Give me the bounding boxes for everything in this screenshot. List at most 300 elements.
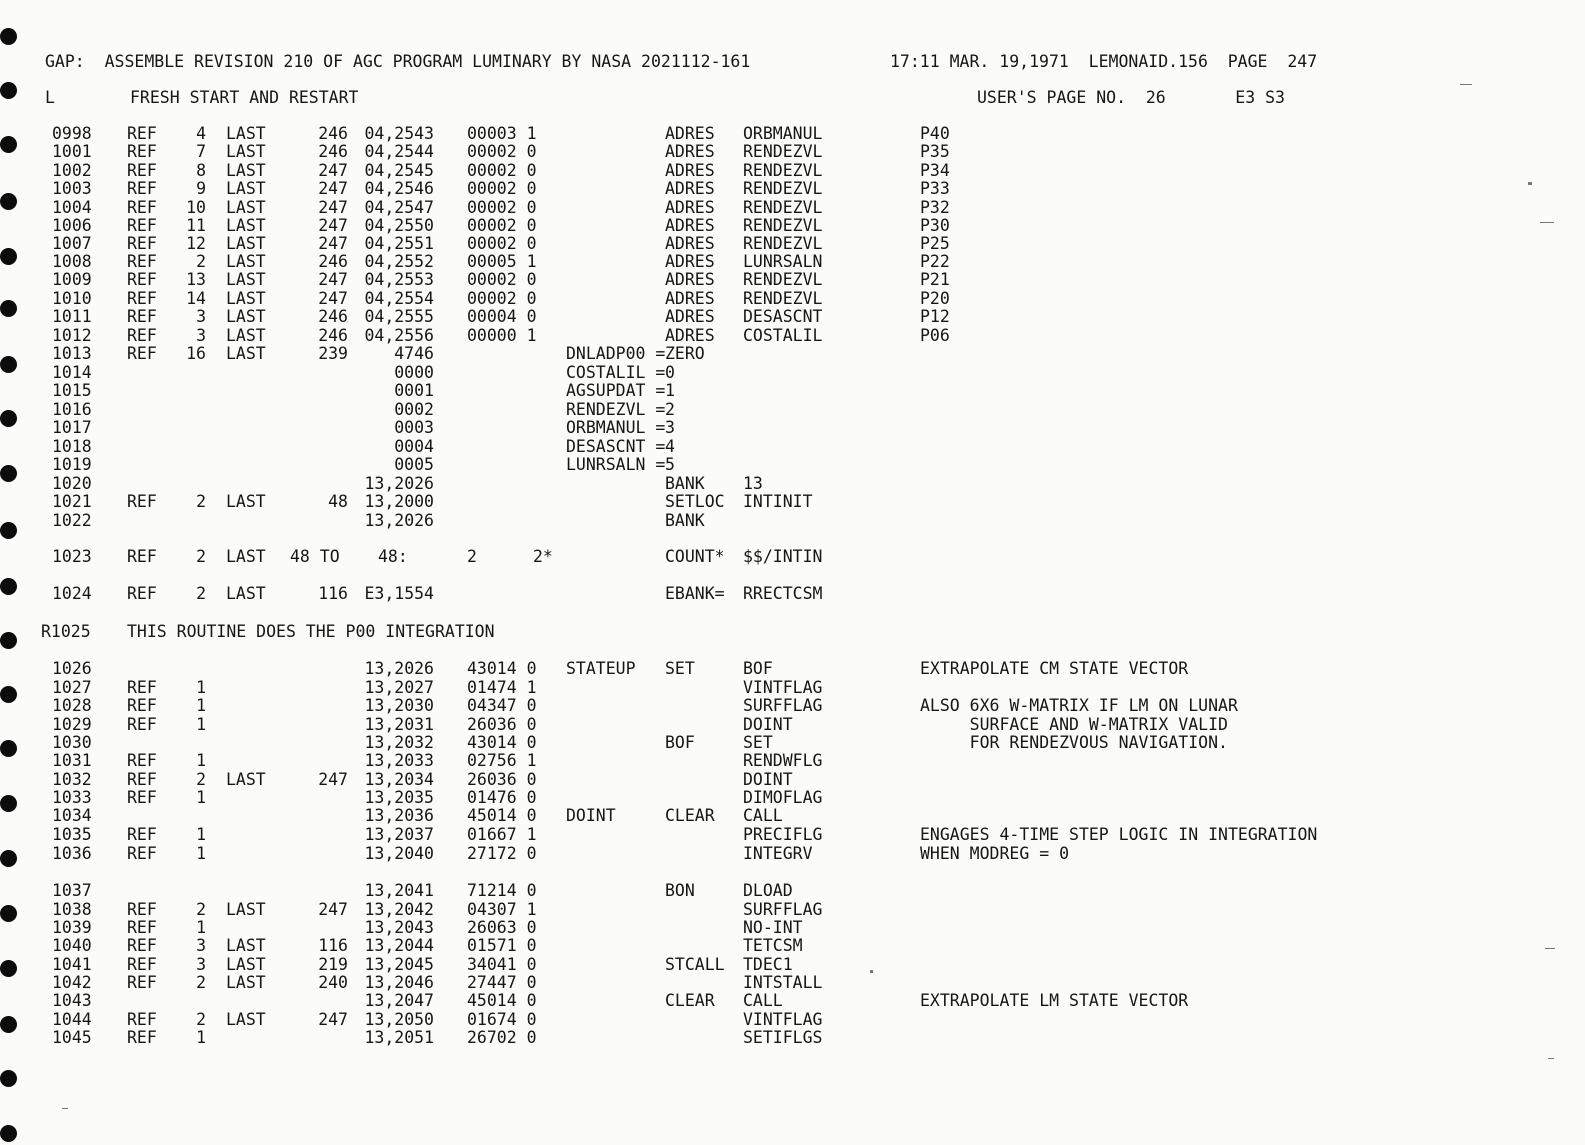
listing-word: 26702 0	[467, 1028, 537, 1047]
listing-ref: REF	[127, 142, 157, 161]
listing-addr: 13,2026	[364, 511, 434, 530]
listing-op: ADRES	[665, 124, 715, 143]
listing-header	[0, 52, 1318, 72]
listing-ref: REF	[127, 161, 157, 180]
listing-ref: REF	[127, 326, 157, 345]
perforation-hole	[0, 905, 17, 922]
perforation-hole	[0, 686, 17, 703]
perforation-hole	[0, 740, 17, 757]
paper-speck	[1460, 84, 1472, 85]
listing-rn: 3	[196, 955, 206, 974]
listing-comment: EXTRAPOLATE LM STATE VECTOR	[920, 991, 1189, 1010]
listing-addr: 13,2036	[364, 806, 434, 825]
listing-last: LAST	[226, 216, 266, 235]
listing-line: 1015	[52, 381, 92, 400]
listing-line: 1021	[52, 492, 92, 511]
listing-line: 1043	[52, 991, 92, 1010]
listing-line: 1010	[52, 289, 92, 308]
assembly-title: GAP: ASSEMBLE REVISION 210 OF AGC PROGRAM LUMINARY BY NASA 2021112-161	[45, 52, 751, 71]
listing-word: 00002 0	[467, 289, 537, 308]
listing-line: 1039	[52, 918, 92, 937]
listing-label: AGSUPDAT =	[566, 381, 666, 400]
listing-pg: 247	[318, 198, 348, 217]
listing-pg: 247	[318, 234, 348, 253]
listing-word: 00000 1	[467, 326, 537, 345]
listing-comment: WHEN MODREG = 0	[920, 844, 1070, 863]
listing-rn: 3	[196, 936, 206, 955]
listing-line: 1027	[52, 678, 92, 697]
listing-line: 1044	[52, 1010, 92, 1029]
listing-rn: 2	[196, 1010, 206, 1029]
listing-op: ADRES	[665, 179, 715, 198]
listing-label: STATEUP	[566, 659, 636, 678]
listing-rn: 10	[186, 198, 206, 217]
listing-line: 1009	[52, 270, 92, 289]
listing-pg: 247	[318, 179, 348, 198]
log-section-marker: L	[45, 88, 55, 107]
listing-label: DOINT	[566, 806, 616, 825]
listing-ref: REF	[127, 198, 157, 217]
listing-last: LAST	[226, 252, 266, 271]
perforation-hole	[0, 356, 17, 373]
listing-operand: SETIFLGS	[743, 1028, 823, 1047]
listing-rn: 1	[196, 788, 206, 807]
listing-ref: REF	[127, 216, 157, 235]
perforation-hole	[0, 1016, 17, 1033]
perforation-hole	[0, 193, 17, 210]
perforation-hole	[0, 1125, 17, 1142]
listing-word: 00002 0	[467, 234, 537, 253]
listing-line: 1003	[52, 179, 92, 198]
listing-rn: 1	[196, 825, 206, 844]
listing-addr: 13,2030	[364, 696, 434, 715]
listing-addr: 13,2042	[364, 900, 434, 919]
listing-ref: REF	[127, 955, 157, 974]
listing-last: LAST	[226, 179, 266, 198]
listing-operand: BOF	[743, 659, 773, 678]
listing-rn: 2	[196, 770, 206, 789]
listing-pg: 239	[318, 344, 348, 363]
listing-rn: 1	[196, 715, 206, 734]
listing-line: 1004	[52, 198, 92, 217]
listing-pg: 219	[318, 955, 348, 974]
listing-word: 00003 1	[467, 124, 537, 143]
listing-line: 1001	[52, 142, 92, 161]
listing-label: DNLADP00 =	[566, 344, 666, 363]
perforation-hole	[0, 28, 17, 45]
listing-op: ZERO	[665, 344, 705, 363]
listing-ref: REF	[127, 344, 157, 363]
listing-last: LAST	[226, 307, 266, 326]
listing-comment: P30	[920, 216, 950, 235]
listing-operand: RENDWFLG	[743, 751, 823, 770]
listing-rn: 1	[196, 678, 206, 697]
listing-pg: 246	[318, 142, 348, 161]
listing-comment: P21	[920, 270, 950, 289]
listing-addr: 13,2032	[364, 733, 434, 752]
listing-op: 0	[665, 363, 675, 382]
listing-operand: RENDEZVL	[743, 142, 823, 161]
listing-pg: 247	[318, 900, 348, 919]
listing-last: LAST	[226, 234, 266, 253]
listing-comment: P20	[920, 289, 950, 308]
listing-pg: 246	[318, 124, 348, 143]
listing-operand: DLOAD	[743, 881, 793, 900]
perforation-hole	[0, 1070, 17, 1087]
listing-last: LAST	[226, 326, 266, 345]
listing-addr: 04,2547	[364, 198, 434, 217]
listing-addr: 13,2026	[364, 474, 434, 493]
listing-comment: FOR RENDEZVOUS NAVIGATION.	[920, 733, 1228, 752]
listing-addr: 04,2543	[364, 124, 434, 143]
listing-comment: P06	[920, 326, 950, 345]
listing-last: LAST	[226, 936, 266, 955]
listing-addr: 13,2051	[364, 1028, 434, 1047]
listing-addr: 4746	[394, 344, 434, 363]
listing-rn: 2	[196, 547, 206, 566]
listing-addr: 13,2037	[364, 825, 434, 844]
listing-operand: CALL	[743, 806, 783, 825]
listing-addr: 13,2050	[364, 1010, 434, 1029]
listing-op: ADRES	[665, 326, 715, 345]
listing-ref: REF	[127, 918, 157, 937]
listing-operand: DOINT	[743, 715, 793, 734]
listing-last: LAST	[226, 1010, 266, 1029]
listing-operand: RENDEZVL	[743, 216, 823, 235]
listing-addr: 04,2554	[364, 289, 434, 308]
listing-addr: 13,2000	[364, 492, 434, 511]
listing-op: CLEAR	[665, 806, 715, 825]
listing-last: LAST	[226, 900, 266, 919]
listing-comment: P22	[920, 252, 950, 271]
listing-star: 2*	[533, 547, 553, 566]
listing-rn: 2	[196, 492, 206, 511]
listing-comment: EXTRAPOLATE CM STATE VECTOR	[920, 659, 1189, 678]
listing-addr: 13,2041	[364, 881, 434, 900]
perforation-hole	[0, 960, 17, 977]
listing-op: EBANK=	[665, 584, 725, 603]
listing-op: ADRES	[665, 307, 715, 326]
paper-speck	[1548, 1058, 1554, 1059]
listing-addr: 13,2026	[364, 659, 434, 678]
listing-addr: 04,2550	[364, 216, 434, 235]
listing-rn: 3	[196, 307, 206, 326]
listing-operand: RENDEZVL	[743, 161, 823, 180]
listing-op: ADRES	[665, 198, 715, 217]
listing-operand: SURFFLAG	[743, 900, 823, 919]
listing-word: 00005 1	[467, 252, 537, 271]
listing-ref: REF	[127, 696, 157, 715]
listing-addr: 13,2045	[364, 955, 434, 974]
listing-last: LAST	[226, 955, 266, 974]
listing-pg: 247	[318, 270, 348, 289]
listing-word: 71214 0	[467, 881, 537, 900]
listing-word: 04307 1	[467, 900, 537, 919]
listing-addr: 0002	[394, 400, 434, 419]
listing-line: 0998	[52, 124, 92, 143]
listing-op: BANK	[665, 511, 705, 530]
listing-word: 00002 0	[467, 179, 537, 198]
listing-last: LAST	[226, 198, 266, 217]
listing-addr: 48:	[378, 547, 408, 566]
user-page-info: USER'S PAGE NO. 26 E3 S3	[977, 88, 1285, 107]
listing-operand: RENDEZVL	[743, 234, 823, 253]
listing-last: LAST	[226, 289, 266, 308]
listing-addr: 13,2040	[364, 844, 434, 863]
listing-line: 1013	[52, 344, 92, 363]
listing-line: 1034	[52, 806, 92, 825]
listing-op: ADRES	[665, 270, 715, 289]
perforation-hole	[0, 522, 17, 539]
listing-op: SETLOC	[665, 492, 725, 511]
listing-last: LAST	[226, 161, 266, 180]
listing-addr: 04,2545	[364, 161, 434, 180]
listing-line: 1033	[52, 788, 92, 807]
listing-pg: 116	[318, 584, 348, 603]
listing-last: LAST	[226, 492, 266, 511]
listing-word: 34041 0	[467, 955, 537, 974]
listing-operand: VINTFLAG	[743, 678, 823, 697]
listing-pg: 247	[318, 770, 348, 789]
listing-rn: 4	[196, 124, 206, 143]
listing-pg: 247	[318, 161, 348, 180]
listing-comment: P40	[920, 124, 950, 143]
listing-op: ADRES	[665, 234, 715, 253]
listing-last: LAST	[226, 584, 266, 603]
listing-op: 2	[665, 400, 675, 419]
listing-operand: RRECTCSM	[743, 584, 823, 603]
listing-word: 01474 1	[467, 678, 537, 697]
listing-line: 1019	[52, 455, 92, 474]
listing-word: 26036 0	[467, 770, 537, 789]
listing-line: 1020	[52, 474, 92, 493]
listing-addr: 04,2553	[364, 270, 434, 289]
listing-operand: DESASCNT	[743, 307, 823, 326]
listing-op: CLEAR	[665, 991, 715, 1010]
listing-line: 1024	[52, 584, 92, 603]
listing-operand: RENDEZVL	[743, 198, 823, 217]
listing-comment: P35	[920, 142, 950, 161]
listing-op: COUNT*	[665, 547, 725, 566]
listing-operand: VINTFLAG	[743, 1010, 823, 1029]
listing-addr: 13,2031	[364, 715, 434, 734]
listing-ref: REF	[127, 844, 157, 863]
perforation-hole	[0, 300, 17, 317]
listing-addr: 13,2035	[364, 788, 434, 807]
listing-word: 2	[467, 547, 477, 566]
listing-last: LAST	[226, 973, 266, 992]
listing-operand: 13	[743, 474, 763, 493]
perforation-hole	[0, 465, 17, 482]
listing-word: 00002 0	[467, 198, 537, 217]
listing-last: LAST	[226, 547, 266, 566]
listing-addr: 0001	[394, 381, 434, 400]
listing-ref: REF	[127, 124, 157, 143]
listing-comment: P12	[920, 307, 950, 326]
listing-comment: ENGAGES 4-TIME STEP LOGIC IN INTEGRATION	[920, 825, 1318, 844]
listing-ref: REF	[127, 547, 157, 566]
listing-addr: 13,2034	[364, 770, 434, 789]
listing-rn: 13	[186, 270, 206, 289]
listing-word: 27447 0	[467, 973, 537, 992]
listing-line: 1016	[52, 400, 92, 419]
listing-label: ORBMANUL =	[566, 418, 666, 437]
listing-operand: DIMOFLAG	[743, 788, 823, 807]
listing-pg: 246	[318, 307, 348, 326]
listing-op: ADRES	[665, 142, 715, 161]
listing-op: ADRES	[665, 289, 715, 308]
perforation-hole	[0, 410, 17, 427]
perforation-hole	[0, 578, 17, 595]
listing-comment: P33	[920, 179, 950, 198]
listing-line: 1040	[52, 936, 92, 955]
listing-last: LAST	[226, 270, 266, 289]
listing-word: 02756 1	[467, 751, 537, 770]
listing-addr: 0005	[394, 455, 434, 474]
listing-word: 45014 0	[467, 991, 537, 1010]
perforation-hole	[0, 850, 17, 867]
listing-label: LUNRSALN =	[566, 455, 666, 474]
listing-rn: 1	[196, 918, 206, 937]
listing-operand: RENDEZVL	[743, 270, 823, 289]
listing-operand: SURFFLAG	[743, 696, 823, 715]
listing-operand: INTSTALL	[743, 973, 823, 992]
listing-addr: 04,2555	[364, 307, 434, 326]
listing-word: 01476 0	[467, 788, 537, 807]
listing-op: 4	[665, 437, 675, 456]
listing-ref: REF	[127, 936, 157, 955]
listing-line: 1002	[52, 161, 92, 180]
listing-addr: 13,2047	[364, 991, 434, 1010]
listing-pg: 240	[318, 973, 348, 992]
listing-addr: 13,2027	[364, 678, 434, 697]
listing-rn: 2	[196, 973, 206, 992]
listing-rn: 1	[196, 844, 206, 863]
listing-ref: REF	[127, 825, 157, 844]
listing-op: ADRES	[665, 161, 715, 180]
listing-op: BANK	[665, 474, 705, 493]
listing-ref: REF	[127, 715, 157, 734]
listing-addr: E3,1554	[364, 584, 434, 603]
listing-rn: 2	[196, 584, 206, 603]
listing-line: R1025	[41, 622, 91, 641]
listing-ref: REF	[127, 770, 157, 789]
listing-addr: 13,2043	[364, 918, 434, 937]
listing-word: 00002 0	[467, 270, 537, 289]
listing-line: 1036	[52, 844, 92, 863]
listing-pg: 247	[318, 216, 348, 235]
listing-ref: REF	[127, 1028, 157, 1047]
listing-operand: $$/INTIN	[743, 547, 823, 566]
listing-operand: TETCSM	[743, 936, 803, 955]
section-header	[0, 88, 1285, 108]
listing-label: RENDEZVL =	[566, 400, 666, 419]
perforation-hole	[0, 248, 17, 265]
print-date-page: 17:11 MAR. 19,1971 LEMONAID.156 PAGE 247	[890, 52, 1318, 71]
listing-ref: REF	[127, 270, 157, 289]
log-section-title: FRESH START AND RESTART	[130, 88, 359, 107]
listing-operand: RENDEZVL	[743, 289, 823, 308]
listing-comment: P34	[920, 161, 950, 180]
listing-ref: REF	[127, 492, 157, 511]
listing-rn: 2	[196, 252, 206, 271]
listing-rn: 2	[196, 900, 206, 919]
listing-operand: TDEC1	[743, 955, 793, 974]
listing-addr: 04,2552	[364, 252, 434, 271]
listing-op: 5	[665, 455, 675, 474]
listing-line: 1008	[52, 252, 92, 271]
listing-ref: REF	[127, 307, 157, 326]
listing-ref: REF	[127, 252, 157, 271]
listing-operand: INTINIT	[743, 492, 813, 511]
paper-speck	[62, 1108, 68, 1109]
listing-op: BON	[665, 881, 695, 900]
listing-ref: REF	[127, 289, 157, 308]
listing-ref: REF	[127, 973, 157, 992]
listing-rn: 14	[186, 289, 206, 308]
listing-addr: 0003	[394, 418, 434, 437]
listing-line: 1018	[52, 437, 92, 456]
listing-word: 01674 0	[467, 1010, 537, 1029]
listing-operand: SET	[743, 733, 773, 752]
listing-rn: 16	[186, 344, 206, 363]
listing-comment: ALSO 6X6 W-MATRIX IF LM ON LUNAR	[920, 696, 1238, 715]
listing-line: 1038	[52, 900, 92, 919]
listing-addr: 0004	[394, 437, 434, 456]
listing-rn: 11	[186, 216, 206, 235]
listing-last: LAST	[226, 770, 266, 789]
listing-operand: ORBMANUL	[743, 124, 823, 143]
listing-comment: P25	[920, 234, 950, 253]
listing-operand: INTEGRV	[743, 844, 813, 863]
paper-speck	[1540, 222, 1554, 223]
perforation-hole	[0, 632, 17, 649]
listing-word: 26036 0	[467, 715, 537, 734]
listing-word: 27172 0	[467, 844, 537, 863]
listing-last: LAST	[226, 142, 266, 161]
listing-ref: REF	[127, 788, 157, 807]
listing-addr: 04,2556	[364, 326, 434, 345]
listing-pg: 246	[318, 252, 348, 271]
listing-rn: 7	[196, 142, 206, 161]
listing-comment: SURFACE AND W-MATRIX VALID	[920, 715, 1228, 734]
listing-addr: 13,2044	[364, 936, 434, 955]
listing-line: 1007	[52, 234, 92, 253]
listing-label: COSTALIL =	[566, 363, 666, 382]
listing-pg: 247	[318, 289, 348, 308]
listing-operand: DOINT	[743, 770, 793, 789]
listing-ref: REF	[127, 179, 157, 198]
listing-rn: 1	[196, 1028, 206, 1047]
listing-line: 1006	[52, 216, 92, 235]
listing-ref: REF	[127, 751, 157, 770]
listing-ref: REF	[127, 900, 157, 919]
listing-operand: RENDEZVL	[743, 179, 823, 198]
listing-word: 00002 0	[467, 142, 537, 161]
listing-pg: 247	[318, 1010, 348, 1029]
listing-addr: 04,2551	[364, 234, 434, 253]
listing-line: 1029	[52, 715, 92, 734]
listing-operand: COSTALIL	[743, 326, 823, 345]
listing-word: 01571 0	[467, 936, 537, 955]
listing-op: 1	[665, 381, 675, 400]
listing-last: LAST	[226, 344, 266, 363]
listing-addr: 13,2033	[364, 751, 434, 770]
listing-op: BOF	[665, 733, 695, 752]
listing-label: DESASCNT =	[566, 437, 666, 456]
listing-operand: LUNRSALN	[743, 252, 823, 271]
listing-line: 1012	[52, 326, 92, 345]
